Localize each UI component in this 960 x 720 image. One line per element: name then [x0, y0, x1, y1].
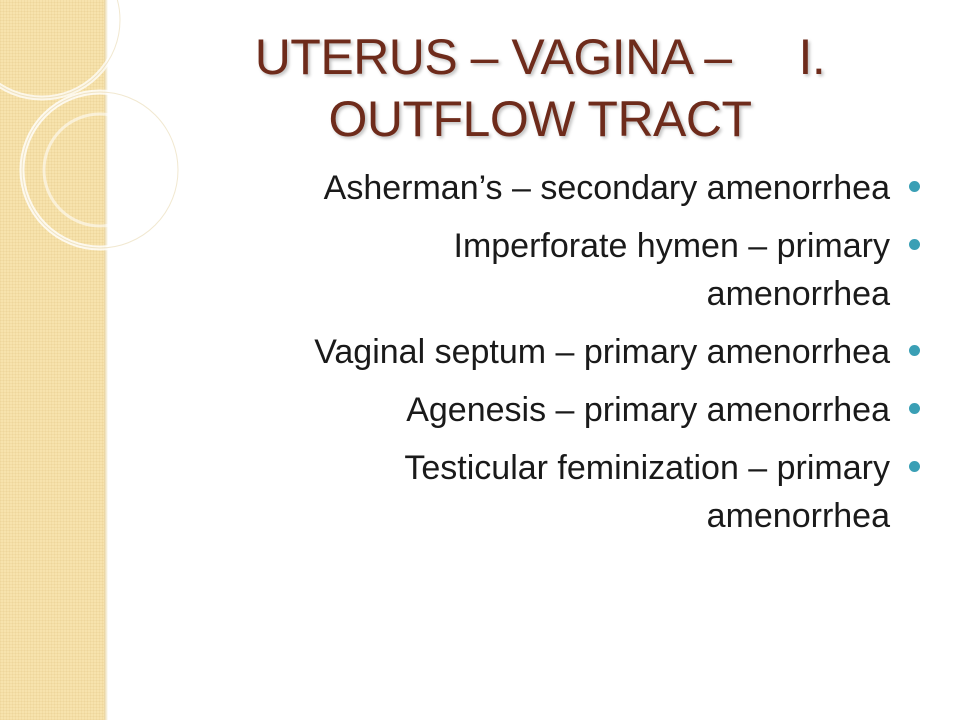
bullet-dot-icon [909, 403, 920, 414]
bullet-text: Vaginal septum – primary amenorrhea [314, 333, 890, 371]
bullet-text: Asherman’s – secondary amenorrhea [323, 169, 890, 207]
decorative-circles-icon [0, 0, 140, 260]
bullet-text: Agenesis – primary amenorrhea [406, 391, 890, 429]
slide-title [150, 26, 930, 150]
bullet-item-imperforate-hymen [200, 222, 920, 318]
bullet-text: Imperforate hymen – primary [453, 227, 890, 265]
bullet-dot-icon [909, 345, 920, 356]
bullet-dot-icon [909, 239, 920, 250]
bullet-item-vaginal-septum [200, 328, 920, 376]
bullet-text-continued: amenorrhea [706, 497, 890, 535]
bullet-item-ashermans [200, 164, 920, 212]
bullet-text: Testicular feminization – primary [404, 449, 890, 487]
bullet-dot-icon [909, 461, 920, 472]
bullet-list [200, 164, 920, 550]
title-line-1: UTERUS – VAGINA – I. [254, 29, 826, 85]
bullet-item-agenesis [200, 386, 920, 434]
bullet-text-continued: amenorrhea [706, 275, 890, 313]
title-line-2: OUTFLOW TRACT [328, 91, 752, 147]
bullet-item-testicular-feminization [200, 444, 920, 540]
bullet-dot-icon [909, 181, 920, 192]
